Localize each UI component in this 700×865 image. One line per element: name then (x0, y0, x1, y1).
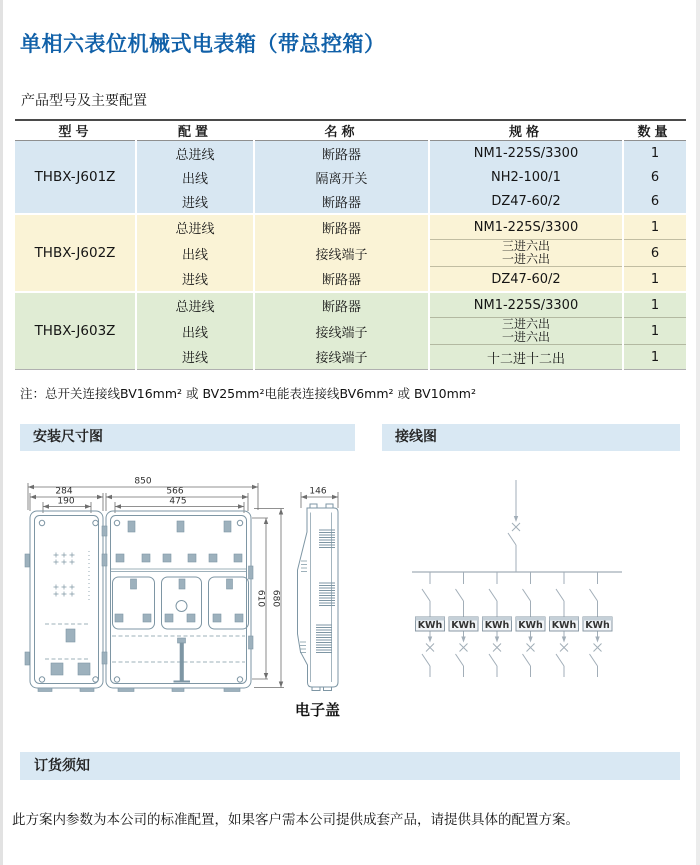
spec-line-1: 三进六出 (501, 239, 550, 253)
qty-cell: 1 (623, 141, 686, 166)
col-header-name: 名称 (254, 120, 429, 141)
spec-cell: NM1-225S/3300 (429, 141, 623, 166)
installation-dimension-diagram (18, 466, 368, 718)
table-header-row (15, 120, 686, 141)
col-header-model: 型号 (15, 120, 136, 141)
kwh-label: KWh (417, 620, 443, 631)
section-header-wiring: 接线图 (382, 424, 680, 451)
table-row (15, 214, 686, 240)
meter-box-side-view (298, 504, 339, 691)
electronic-cover-label: 电子盖 (295, 701, 341, 719)
dim-475: 475 (169, 496, 187, 507)
config-cell: 出线 (136, 165, 254, 189)
spec-cell: 十二进十二出 (429, 345, 623, 370)
dim-610: 610 (255, 589, 266, 608)
qty-cell: 1 (623, 345, 686, 370)
config-cell: 总进线 (136, 292, 254, 318)
spec-cell: NM1-225S/3300 (429, 292, 623, 318)
spec-line-2: 一进六出 (501, 330, 550, 344)
wiring-lines (412, 480, 622, 677)
name-cell: 接线端子 (254, 345, 429, 370)
dim-190: 190 (57, 496, 75, 507)
config-cell: 出线 (136, 318, 254, 345)
product-config-table (15, 119, 686, 370)
qty-cell: 1 (623, 214, 686, 240)
section-header-ordering: 订货须知 (20, 752, 680, 780)
table-caption: 产品型号及主要配置 (21, 93, 147, 109)
dim-566: 566 (166, 486, 184, 497)
qty-cell: 1 (623, 292, 686, 318)
dim-284: 284 (55, 486, 73, 497)
model-cell: THBX-J601Z (34, 169, 116, 185)
name-cell: 断路器 (254, 189, 429, 214)
name-cell: 断路器 (254, 214, 429, 240)
table-row (15, 292, 686, 318)
col-header-qty: 数量 (623, 120, 686, 141)
kwh-label: KWh (451, 620, 476, 631)
model-block-j603z (15, 292, 686, 370)
page-edge-right (696, 0, 700, 865)
qty-cell: 6 (623, 240, 686, 267)
box-fittings (25, 521, 253, 692)
spec-line-1: 三进六出 (501, 317, 550, 331)
name-cell: 断路器 (254, 292, 429, 318)
config-cell: 进线 (136, 189, 254, 214)
dim-680: 680 (270, 589, 281, 608)
dim-146: 146 (309, 486, 327, 497)
page-edge-left (0, 0, 3, 865)
spec-cell: NM1-225S/3300 (429, 214, 623, 240)
wiring-diagram (380, 466, 700, 718)
qty-cell: 1 (623, 267, 686, 293)
config-cell: 总进线 (136, 214, 254, 240)
qty-cell: 6 (623, 165, 686, 189)
col-header-spec: 规格 (429, 120, 623, 141)
meter-box-front-view (30, 511, 251, 688)
model-block-j601z (15, 141, 686, 215)
model-cell: THBX-J602Z (15, 214, 136, 292)
spec-cell: DZ47-60/2 (429, 267, 623, 293)
kwh-label: KWh (518, 620, 543, 631)
name-cell: 断路器 (254, 141, 429, 166)
config-cell: 总进线 (136, 141, 254, 166)
dim-850: 850 (134, 476, 152, 487)
spec-line-2: 一进六出 (501, 252, 550, 266)
ordering-notice-text: 此方案内参数为本公司的标准配置，如果客户需本公司提供成套产品，请提供具体的配置方案。 (12, 812, 579, 828)
col-header-config: 配置 (136, 120, 254, 141)
model-cell: THBX-J603Z (15, 292, 136, 370)
model-block-j602z (15, 214, 686, 292)
table-note: 注：总开关连接线BV16mm² 或 BV25mm²电能表连接线BV6mm² 或 BV10mm² (20, 386, 476, 401)
config-cell: 出线 (136, 240, 254, 267)
spec-cell (429, 240, 623, 267)
kwh-label: KWh (585, 620, 610, 631)
page-title: 单相六表位机械式电表箱（带总控箱） (20, 32, 386, 56)
config-cell: 进线 (136, 345, 254, 370)
kwh-meter-boxes (416, 617, 613, 631)
qty-cell: 1 (623, 318, 686, 345)
qty-cell: 6 (623, 189, 686, 214)
spec-cell (429, 318, 623, 345)
name-cell: 接线端子 (254, 318, 429, 345)
name-cell: 隔离开关 (254, 165, 429, 189)
kwh-label: KWh (484, 620, 510, 631)
kwh-label: KWh (551, 620, 577, 631)
table-row (15, 141, 686, 166)
spec-cell: DZ47-60/2 (429, 189, 623, 214)
spec-cell: NH2-100/1 (429, 165, 623, 189)
section-header-dimensions: 安装尺寸图 (20, 424, 355, 451)
name-cell: 断路器 (254, 267, 429, 293)
dimension-labels (55, 477, 326, 608)
name-cell: 接线端子 (254, 240, 429, 267)
config-cell: 进线 (136, 267, 254, 293)
